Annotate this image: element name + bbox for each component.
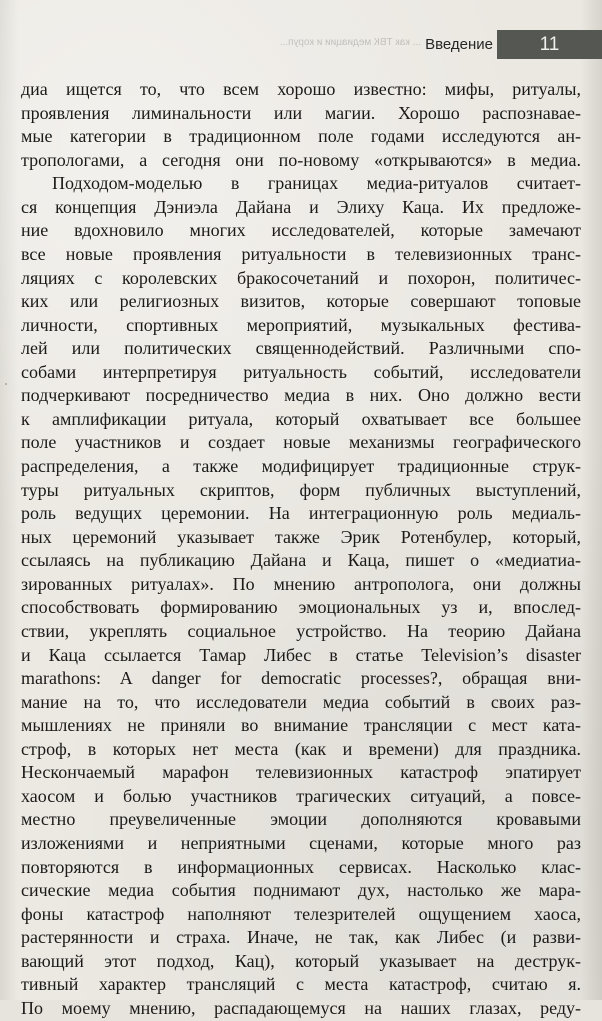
text-line: распределения, а также модифицирует традиционные струк- — [21, 456, 581, 476]
text-line: проявления лиминальности или магии. Хорошо распознавае- — [21, 102, 581, 123]
text-line: хаосом и болью участников трагических ситуаций, а повсе- — [21, 785, 581, 806]
text-line: туры ритуальных скриптов, форм публичных выступлений, — [21, 479, 581, 500]
text-line: тропологами, а сегодня они по-новому «открываются» в медиа. — [21, 149, 581, 170]
text-line: ся концепция Дэниэла Дайана и Элиху Каца. Их предложе- — [21, 196, 581, 217]
text-line: ссылаясь на публикацию Дайана и Каца, пишет о «медиатиа- — [21, 550, 581, 571]
text-line: ных церемоний указывает также Эрик Ротенбулер, который, — [21, 526, 581, 547]
bleed-through-text: ... как ТВК медиации и коруп... — [279, 37, 421, 48]
running-head: Введение — [425, 36, 493, 53]
text-line: и Каца ссылается Тамар Либес в статье Television’s disaster — [21, 644, 581, 665]
text-line: Подходом-моделью в границах медиа-ритуалов считает- — [52, 173, 581, 194]
text-line: способствовать формированию эмоциональных уз и, впослед- — [21, 597, 581, 618]
text-line: ляциях с королевских бракосочетаний и похорон, политичес- — [21, 267, 581, 288]
text-line: к амплификации ритуала, который охватывает все большее — [21, 408, 581, 429]
text-line: marathons: A danger for democratic processes?, обращая вни- — [21, 668, 581, 689]
text-line: личности, спортивных мероприятий, музыкальных фестива- — [21, 314, 581, 335]
text-line: местно преувеличенные эмоции дополняются кровавыми — [21, 809, 581, 830]
text-line: растерянности и страха. Иначе, не так, как Либес (и разви- — [21, 927, 581, 948]
text-line: подчеркивают посредничество медиа в них. Оно должно вести — [21, 385, 581, 406]
text-line: поле участников и создает новые механизмы географического — [21, 432, 581, 453]
text-line: фоны катастроф наполняют телезрителей ощущением хаоса, — [21, 903, 581, 924]
text-line: По моему мнению, распадающемуся на наших глазах, реду- — [21, 997, 581, 1018]
text-line: мание на то, что исследователи медиа событий в своих раз- — [21, 691, 581, 712]
text-line: вающий этот подход, Кац), который указывает на деструк- — [21, 950, 581, 971]
text-line: ких или религиозных визитов, которые совершают топовые — [21, 291, 581, 312]
page-number: 11 — [497, 30, 602, 59]
text-line: изложениями и неприятными сценами, которые много раз — [21, 833, 581, 853]
text-line: мые категории в традиционном поле годами исследуются ан- — [21, 126, 581, 147]
text-line: диа ищется то, что всем хорошо известно: мифы, ритуалы, — [21, 79, 581, 99]
text-line: сические медиа события поднимают дух, настолько же мара- — [21, 880, 581, 901]
text-line: все новые проявления ритуальности в телевизионных транс- — [21, 243, 581, 264]
paper-speck — [5, 383, 7, 385]
text-line: строф, в которых нет места (как и времени) для праздника. — [21, 738, 581, 759]
text-line: повторяются в информационных сервисах. Насколько клас- — [21, 856, 581, 877]
text-line: тивный характер трансляций с места катастроф, считаю я. — [21, 974, 581, 995]
text-line: лей или политических священнодействий. Различными спо- — [21, 338, 581, 359]
text-line: собами интерпретируя ритуальность событий, исследователи — [21, 361, 581, 382]
text-line: зированных ритуалах». По мнению антрополога, они должны — [21, 573, 581, 594]
text-line: ствии, укреплять социальное устройство. На теорию Дайана — [21, 620, 581, 641]
text-line: Нескончаемый марафон телевизионных катастроф эпатирует — [21, 762, 581, 783]
text-line: роль ведущих церемонии. На интеграционную роль медиаль- — [21, 503, 581, 524]
body-text — [21, 78, 581, 1021]
text-line: ние вдохновило многих исследователей, которые замечают — [21, 220, 581, 241]
text-line: мышлениях не приняли во внимание трансляции с мест ката- — [21, 715, 581, 736]
